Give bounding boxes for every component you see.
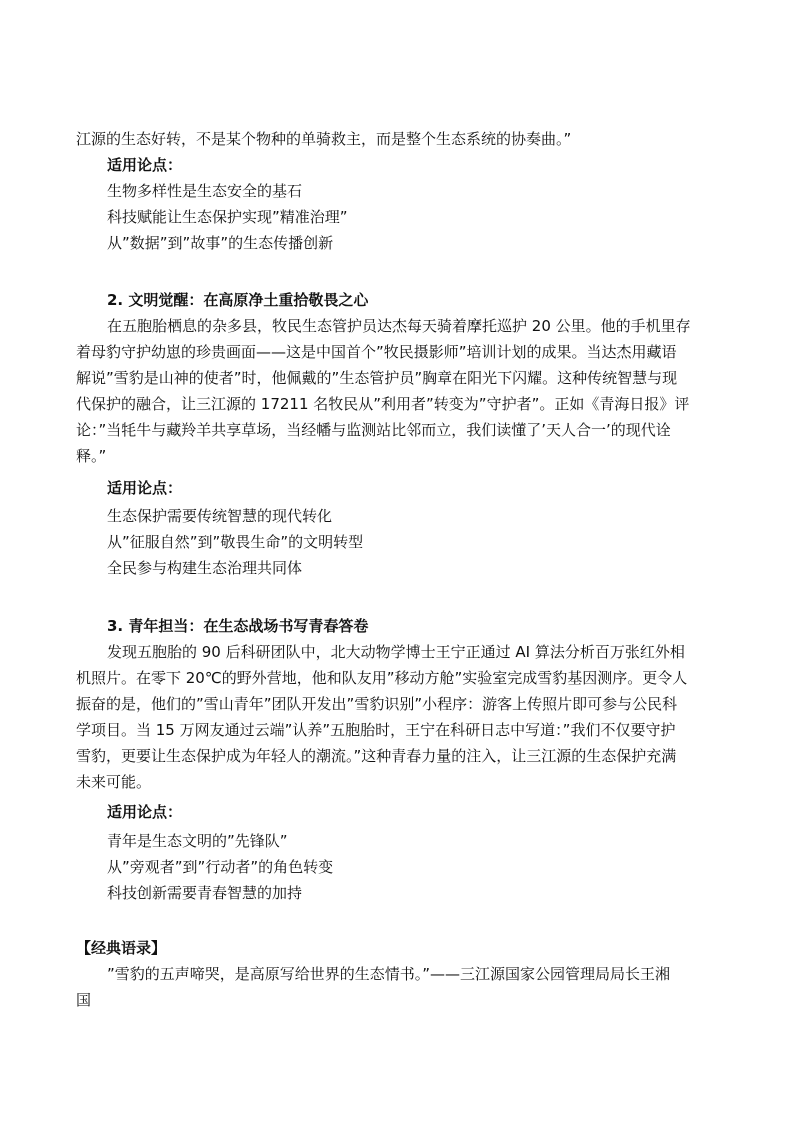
quote-line: ”雪豹的五声啼哭，是高原写给世界的生态情书。”——三江源国家公园管理局局长王湘 [107, 965, 671, 983]
point-item: 科技创新需要青春智慧的加持 [107, 884, 303, 902]
paragraph-line: 振奋的是，他们的”雪山青年”团队开发出”雪豹识别”小程序：游客上传照片即可参与公民科 [76, 695, 678, 713]
point-item: 科技赋能让生态保护实现”精准治理” [107, 208, 348, 226]
point-item: 从”征服自然”到”敬畏生命”的文明转型 [107, 533, 364, 551]
applicable-points-label: 适用论点： [107, 156, 183, 174]
paragraph-line: 代保护的融合，让三江源的 17211 名牧民从”利用者”转变为”守护者”。正如《青海日报》评 [76, 395, 690, 413]
quote-line: 国 [76, 991, 92, 1009]
paragraph-line: 发现五胞胎的 90 后科研团队中，北大动物学博士王宁正通过 AI 算法分析百万张红外相 [107, 643, 685, 661]
section-heading: 3. 青年担当：在生态战场书写青春答卷 [107, 617, 369, 635]
paragraph-line: 论：”当牦牛与藏羚羊共享草场，当经幡与监测站比邻而立，我们读懂了’天人合一’的现代诠 [76, 421, 671, 439]
paragraph-line: 江源的生态好转，不是某个物种的单骑救主，而是整个生态系统的协奏曲。” [76, 130, 572, 148]
paragraph-line: 解说”雪豹是山神的使者”时，他佩戴的”生态管护员”胸章在阳光下闪耀。这种传统智慧与现 [76, 369, 678, 387]
paragraph-line: 雪豹，更要让生态保护成为年轻人的潮流。”这种青春力量的注入，让三江源的生态保护充满 [76, 747, 677, 765]
section-heading: 2. 文明觉醒：在高原净土重拾敬畏之心 [107, 291, 369, 309]
point-item: 从”旁观者”到”行动者”的角色转变 [107, 858, 334, 876]
paragraph-line: 未来可能。 [76, 773, 152, 791]
applicable-points-label: 适用论点： [107, 803, 183, 821]
paragraph-line: 释。” [76, 447, 107, 465]
point-item: 青年是生态文明的”先锋队” [107, 832, 288, 850]
applicable-points-label: 适用论点： [107, 479, 183, 497]
point-item: 生态保护需要传统智慧的现代转化 [107, 507, 333, 525]
point-item: 全民参与构建生态治理共同体 [107, 559, 303, 577]
paragraph-line: 学项目。当 15 万网友通过云端”认养”五胞胎时，王宁在科研日志中写道：”我们不仅要守护 [76, 721, 676, 739]
paragraph-line: 在五胞胎栖息的杂多县，牧民生态管护员达杰每天骑着摩托巡护 20 公里。他的手机里存 [107, 317, 691, 335]
quotes-heading: 【经典语录】 [76, 939, 167, 957]
paragraph-line: 着母豹守护幼崽的珍贵画面——这是中国首个”牧民摄影师”培训计划的成果。当达杰用藏语 [76, 343, 677, 361]
paragraph-line: 机照片。在零下 20℃的野外营地，他和队友用”移动方舱”实验室完成雪豹基因测序。更令人 [76, 669, 688, 687]
point-item: 从”数据”到”故事”的生态传播创新 [107, 234, 334, 252]
point-item: 生物多样性是生态安全的基石 [107, 182, 303, 200]
